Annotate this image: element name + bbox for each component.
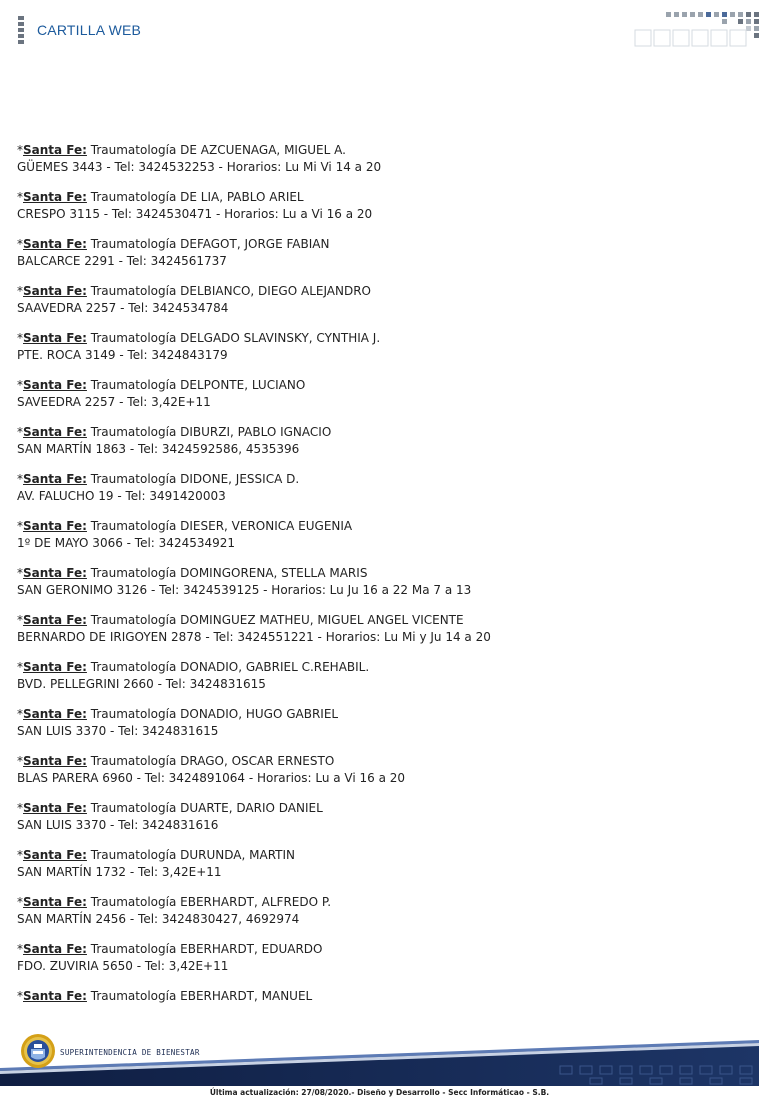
entry-prefix: * [17,613,23,627]
entry-city: Santa Fe: [23,895,87,909]
list-item [17,894,737,928]
entry-provider-name: DOMINGORENA, STELLA MARIS [180,566,368,580]
entry-provider-name: DELBIANCO, DIEGO ALEJANDRO [180,284,371,298]
entry-provider-name: EBERHARDT, MANUEL [180,989,313,1003]
seal-icon [20,1033,56,1069]
entry-specialty: Traumatología [90,707,177,721]
entry-details: CRESPO 3115 - Tel: 3424530471 - Horarios: Lu a Vi 16 a 20 [17,207,373,221]
entry-city: Santa Fe: [23,754,87,768]
entry-heading [17,330,737,347]
entry-details: SAN GERONIMO 3126 - Tel: 3424539125 - Horarios: Lu Ju 16 a 22 Ma 7 a 13 [17,583,472,597]
entry-provider-name: EBERHARDT, ALFREDO P. [180,895,332,909]
entry-specialty: Traumatología [90,143,177,157]
list-item [17,189,737,223]
entry-specialty: Traumatología [90,237,177,251]
entry-provider-name: EBERHARDT, EDUARDO [180,942,323,956]
entry-prefix: * [17,942,23,956]
entry-heading [17,236,737,253]
entry-heading [17,471,737,488]
entry-specialty: Traumatología [90,472,177,486]
entry-city: Santa Fe: [23,425,87,439]
list-item [17,659,737,693]
entry-prefix: * [17,989,23,1003]
entry-details: SAVEEDRA 2257 - Tel: 3,42E+11 [17,395,211,409]
entry-city: Santa Fe: [23,801,87,815]
entry-heading [17,565,737,582]
entry-heading [17,941,737,958]
entry-details: SAN MARTÍN 1863 - Tel: 3424592586, 4535396 [17,442,300,456]
entry-details: FDO. ZUVIRIA 5650 - Tel: 3,42E+11 [17,959,229,973]
entry-details: SAN LUIS 3370 - Tel: 3424831615 [17,724,219,738]
entry-details: BERNARDO DE IRIGOYEN 2878 - Tel: 3424551221 - Horarios: Lu Mi y Ju 14 a 20 [17,630,491,644]
entry-specialty: Traumatología [90,378,177,392]
entry-prefix: * [17,801,23,815]
header-grid-icon [634,12,759,48]
entry-details: BVD. PELLEGRINI 2660 - Tel: 3424831615 [17,677,266,691]
entry-specialty: Traumatología [90,425,177,439]
entry-city: Santa Fe: [23,613,87,627]
entry-prefix: * [17,707,23,721]
entry-heading [17,377,737,394]
entry-specialty: Traumatología [90,895,177,909]
entry-prefix: * [17,425,23,439]
list-item [17,847,737,881]
entry-specialty: Traumatología [90,613,177,627]
entry-details: SAAVEDRA 2257 - Tel: 3424534784 [17,301,229,315]
entry-details: SAN MARTÍN 1732 - Tel: 3,42E+11 [17,865,222,879]
entry-provider-name: DIBURZI, PABLO IGNACIO [180,425,332,439]
entry-prefix: * [17,566,23,580]
entry-provider-name: DELGADO SLAVINSKY, CYNTHIA J. [180,331,381,345]
org-name: SUPERINTENDENCIA DE BIENESTAR [60,1048,200,1057]
entry-specialty: Traumatología [90,190,177,204]
entry-heading [17,988,737,1005]
entry-city: Santa Fe: [23,707,87,721]
list-item [17,236,737,270]
entry-city: Santa Fe: [23,848,87,862]
entry-heading [17,659,737,676]
entry-prefix: * [17,519,23,533]
footer-banner [0,1030,759,1088]
entry-heading [17,612,737,629]
list-item [17,330,737,364]
list-item [17,753,737,787]
entry-details: SAN MARTÍN 2456 - Tel: 3424830427, 4692974 [17,912,300,926]
entry-provider-name: DEFAGOT, JORGE FABIAN [180,237,330,251]
entry-city: Santa Fe: [23,190,87,204]
entry-heading [17,800,737,817]
entry-details: BALCARCE 2291 - Tel: 3424561737 [17,254,227,268]
entry-specialty: Traumatología [90,989,177,1003]
entry-heading [17,518,737,535]
entry-city: Santa Fe: [23,660,87,674]
entry-prefix: * [17,895,23,909]
entry-provider-name: DONADIO, GABRIEL C.REHABIL. [180,660,370,674]
entry-city: Santa Fe: [23,378,87,392]
entry-specialty: Traumatología [90,660,177,674]
entry-city: Santa Fe: [23,284,87,298]
entry-prefix: * [17,284,23,298]
entry-city: Santa Fe: [23,331,87,345]
list-item [17,565,737,599]
entry-details: GÜEMES 3443 - Tel: 3424532253 - Horarios: Lu Mi Vi 14 a 20 [17,160,382,174]
entry-city: Santa Fe: [23,143,87,157]
list-item [17,800,737,834]
entry-provider-name: DRAGO, OSCAR ERNESTO [180,754,335,768]
list-item [17,424,737,458]
entry-specialty: Traumatología [90,566,177,580]
entry-provider-name: DOMINGUEZ MATHEU, MIGUEL ANGEL VICENTE [180,613,464,627]
entry-city: Santa Fe: [23,942,87,956]
list-item [17,941,737,975]
entry-specialty: Traumatología [90,848,177,862]
entry-city: Santa Fe: [23,989,87,1003]
entry-specialty: Traumatología [90,754,177,768]
entry-provider-name: DIDONE, JESSICA D. [180,472,300,486]
entry-city: Santa Fe: [23,519,87,533]
entry-prefix: * [17,848,23,862]
entry-details: BLAS PARERA 6960 - Tel: 3424891064 - Horarios: Lu a Vi 16 a 20 [17,771,406,785]
entry-prefix: * [17,143,23,157]
page-footer [0,1030,759,1101]
entry-provider-name: DURUNDA, MARTIN [180,848,296,862]
entry-provider-name: DE LIA, PABLO ARIEL [180,190,304,204]
entry-provider-name: DELPONTE, LUCIANO [180,378,306,392]
list-item [17,706,737,740]
entry-heading [17,283,737,300]
entry-specialty: Traumatología [90,331,177,345]
entry-city: Santa Fe: [23,472,87,486]
entry-specialty: Traumatología [90,519,177,533]
list-item [17,471,737,505]
entry-provider-name: DIESER, VERONICA EUGENIA [180,519,353,533]
list-item [17,988,737,1005]
list-item [17,142,737,176]
entry-prefix: * [17,190,23,204]
list-item [17,377,737,411]
entry-prefix: * [17,472,23,486]
entry-provider-name: DE AZCUENAGA, MIGUEL A. [180,143,346,157]
entry-heading [17,424,737,441]
entry-details: PTE. ROCA 3149 - Tel: 3424843179 [17,348,228,362]
entry-heading [17,189,737,206]
entry-details: SAN LUIS 3370 - Tel: 3424831616 [17,818,219,832]
entry-heading [17,753,737,770]
entry-heading [17,706,737,723]
entry-heading [17,894,737,911]
entry-specialty: Traumatología [90,284,177,298]
entry-provider-name: DUARTE, DARIO DANIEL [180,801,323,815]
last-update-note: Última actualización: 27/08/2020.- Diseño y Desarrollo - Secc Informáticao - S.B. [209,1088,550,1097]
entry-provider-name: DONADIO, HUGO GABRIEL [180,707,339,721]
entry-prefix: * [17,237,23,251]
entry-heading [17,847,737,864]
entry-city: Santa Fe: [23,566,87,580]
page-header [0,0,759,60]
entry-prefix: * [17,331,23,345]
entry-prefix: * [17,754,23,768]
entry-details: 1º DE MAYO 3066 - Tel: 3424534921 [17,536,236,550]
entry-city: Santa Fe: [23,237,87,251]
entry-specialty: Traumatología [90,801,177,815]
list-item [17,518,737,552]
entry-details: AV. FALUCHO 19 - Tel: 3491420003 [17,489,226,503]
entry-prefix: * [17,660,23,674]
header-bar-icon [18,16,24,46]
provider-list [17,142,737,1018]
page-title: CARTILLA WEB [37,22,142,38]
entry-prefix: * [17,378,23,392]
entry-specialty: Traumatología [90,942,177,956]
entry-heading [17,142,737,159]
list-item [17,612,737,646]
list-item [17,283,737,317]
